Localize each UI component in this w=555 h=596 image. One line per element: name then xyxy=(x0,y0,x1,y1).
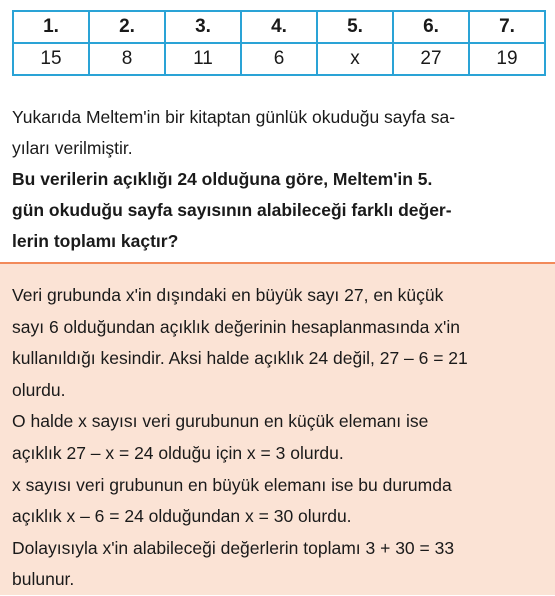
header-cell-6: 6. xyxy=(393,11,469,43)
solution-line: x sayısı veri grubunun en büyük elemanı ise bu durumda xyxy=(12,474,452,495)
value-cell-4: 6 xyxy=(241,43,317,75)
value-cell-2: 8 xyxy=(89,43,165,75)
table-value-row xyxy=(13,43,545,75)
header-cell-2: 2. xyxy=(89,11,165,43)
solution-line: Dolayısıyla x'in alabileceği değerlerin toplamı 3 + 30 = 33 xyxy=(12,537,455,558)
header-cell-3: 3. xyxy=(165,11,241,43)
question-bold-line-1: Bu verilerin açıklığı 24 olduğuna göre, Meltem'in 5. xyxy=(12,169,433,189)
solution-line: sayı 6 olduğundan açıklık değerinin hesaplanmasında x'in xyxy=(12,316,460,337)
solution-box xyxy=(0,264,555,595)
header-cell-7: 7. xyxy=(469,11,545,43)
table-header-row xyxy=(13,11,545,43)
value-cell-5: x xyxy=(317,43,393,75)
value-cell-6: 27 xyxy=(393,43,469,75)
solution-line: kullanıldığı kesindir. Aksi halde açıklık 24 değil, 27 – 6 = 21 xyxy=(12,348,468,369)
header-cell-5: 5. xyxy=(317,11,393,43)
solution-line: açıklık x – 6 = 24 olduğundan x = 30 olurdu. xyxy=(12,506,352,527)
value-cell-7: 19 xyxy=(469,43,545,75)
value-cell-1: 15 xyxy=(13,43,89,75)
header-cell-4: 4. xyxy=(241,11,317,43)
question-bold-line-2: gün okuduğu sayfa sayısının alabileceği farklı değer- xyxy=(12,200,452,220)
solution-line: açıklık 27 – x = 24 olduğu için x = 3 olurdu. xyxy=(12,442,344,463)
solution-line: bulunur. xyxy=(12,569,75,590)
data-table xyxy=(12,10,546,76)
solution-line: Veri grubunda x'in dışındaki en büyük sayı 27, en küçük xyxy=(12,285,444,305)
solution-text xyxy=(12,280,548,596)
solution-line: olurdu. xyxy=(12,379,66,400)
question-bold-line-3: lerin toplamı kaçtır? xyxy=(12,231,179,251)
question-block xyxy=(12,102,548,257)
header-cell-1: 1. xyxy=(13,11,89,43)
value-cell-3: 11 xyxy=(165,43,241,75)
question-intro-line-2: yıları verilmiştir. xyxy=(12,138,133,158)
solution-line: O halde x sayısı veri gurubunun en küçük elemanı ise xyxy=(12,411,429,432)
question-intro-line-1: Yukarıda Meltem'in bir kitaptan günlük okuduğu sayfa sa- xyxy=(12,107,456,127)
